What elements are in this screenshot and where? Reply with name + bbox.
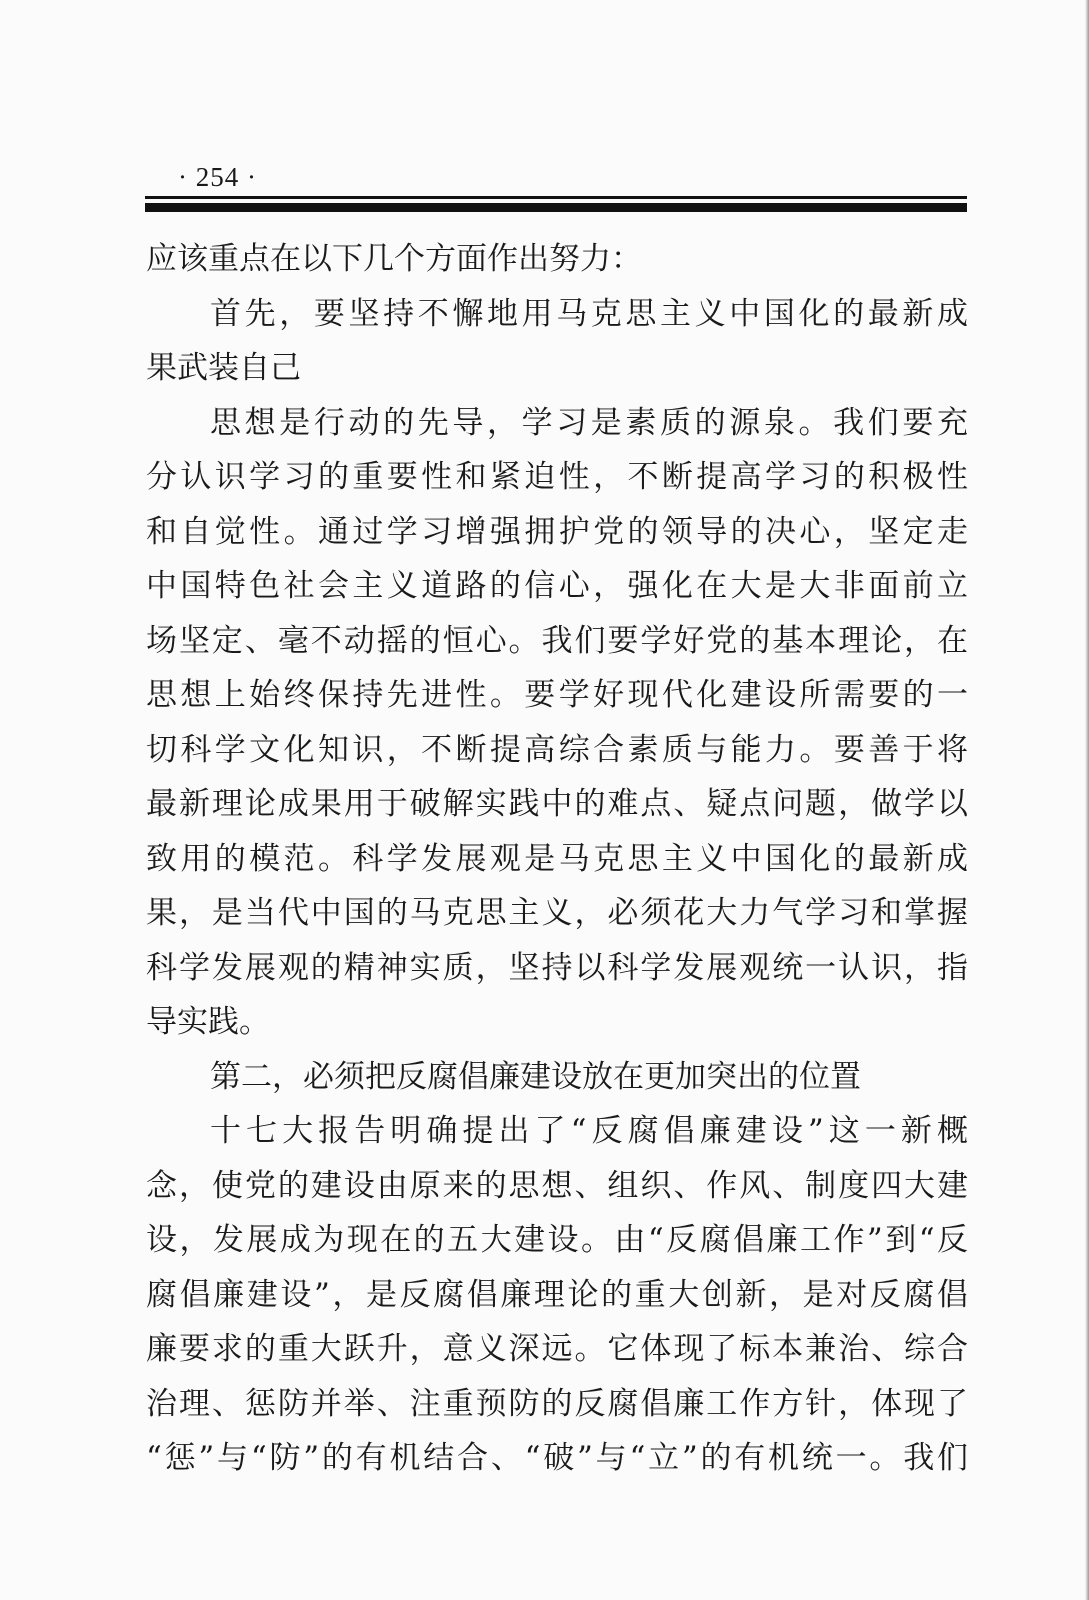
scan-edge-shadow	[1085, 0, 1089, 1600]
text-line: 廉要求的重大跃升，意义深远。它体现了标本兼治、综合	[146, 1331, 968, 1367]
text-line: 念，使党的建设由原来的思想、组织、作风、制度四大建	[146, 1167, 968, 1204]
section-heading: 首先，要坚持不懈地用马克思主义中国化的最新成	[210, 295, 968, 332]
page-number: · 254 ·	[178, 162, 257, 192]
header-rule-thick	[145, 203, 967, 212]
text-line: 分认识学习的重要性和紧迫性，不断提高学习的积极性	[146, 459, 968, 495]
header-rule-thin	[145, 196, 967, 199]
text-line: 思想上始终保持先进性。要学好现代化建设所需要的一	[146, 677, 968, 713]
section-heading-continued: 果武装自己	[146, 350, 301, 386]
text-line: 最新理论成果用于破解实践中的难点、疑点问题，做学以	[146, 786, 968, 822]
text-line: 场坚定、毫不动摇的恒心。我们要学好党的基本理论，在	[146, 622, 968, 659]
text-line: 致用的模范。科学发展观是马克思主义中国化的最新成	[146, 840, 968, 877]
text-line: 果，是当代中国的马克思主义，必须花大力气学习和掌握	[146, 895, 968, 931]
text-line: 导实践。	[146, 1004, 270, 1040]
section-heading: 第二，必须把反腐倡廉建设放在更加突出的位置	[210, 1058, 861, 1095]
text-line: 应该重点在以下几个方面作出努力：	[146, 241, 642, 277]
body-text	[146, 232, 968, 1486]
text-line: 思想是行动的先导，学习是素质的源泉。我们要充	[210, 404, 968, 441]
text-line: 科学发展观的精神实质，坚持以科学发展观统一认识，指	[146, 949, 968, 986]
text-line: 十七大报告明确提出了“反腐倡廉建设”这一新概	[210, 1113, 968, 1149]
text-line: 和自觉性。通过学习增强拥护党的领导的决心，坚定走	[146, 513, 968, 550]
text-line: 治理、惩防并举、注重预防的反腐倡廉工作方针，体现了	[146, 1385, 968, 1422]
text-line: 中国特色社会主义道路的信心，强化在大是大非面前立	[146, 568, 968, 604]
text-line: 腐倡廉建设”，是反腐倡廉理论的重大创新，是对反腐倡	[146, 1276, 968, 1313]
text-line: 切科学文化知识，不断提高综合素质与能力。要善于将	[146, 731, 968, 768]
text-line: 设，发展成为现在的五大建设。由“反腐倡廉工作”到“反	[146, 1222, 968, 1258]
text-line: “惩”与“防”的有机结合、“破”与“立”的有机统一。我们	[146, 1440, 968, 1476]
